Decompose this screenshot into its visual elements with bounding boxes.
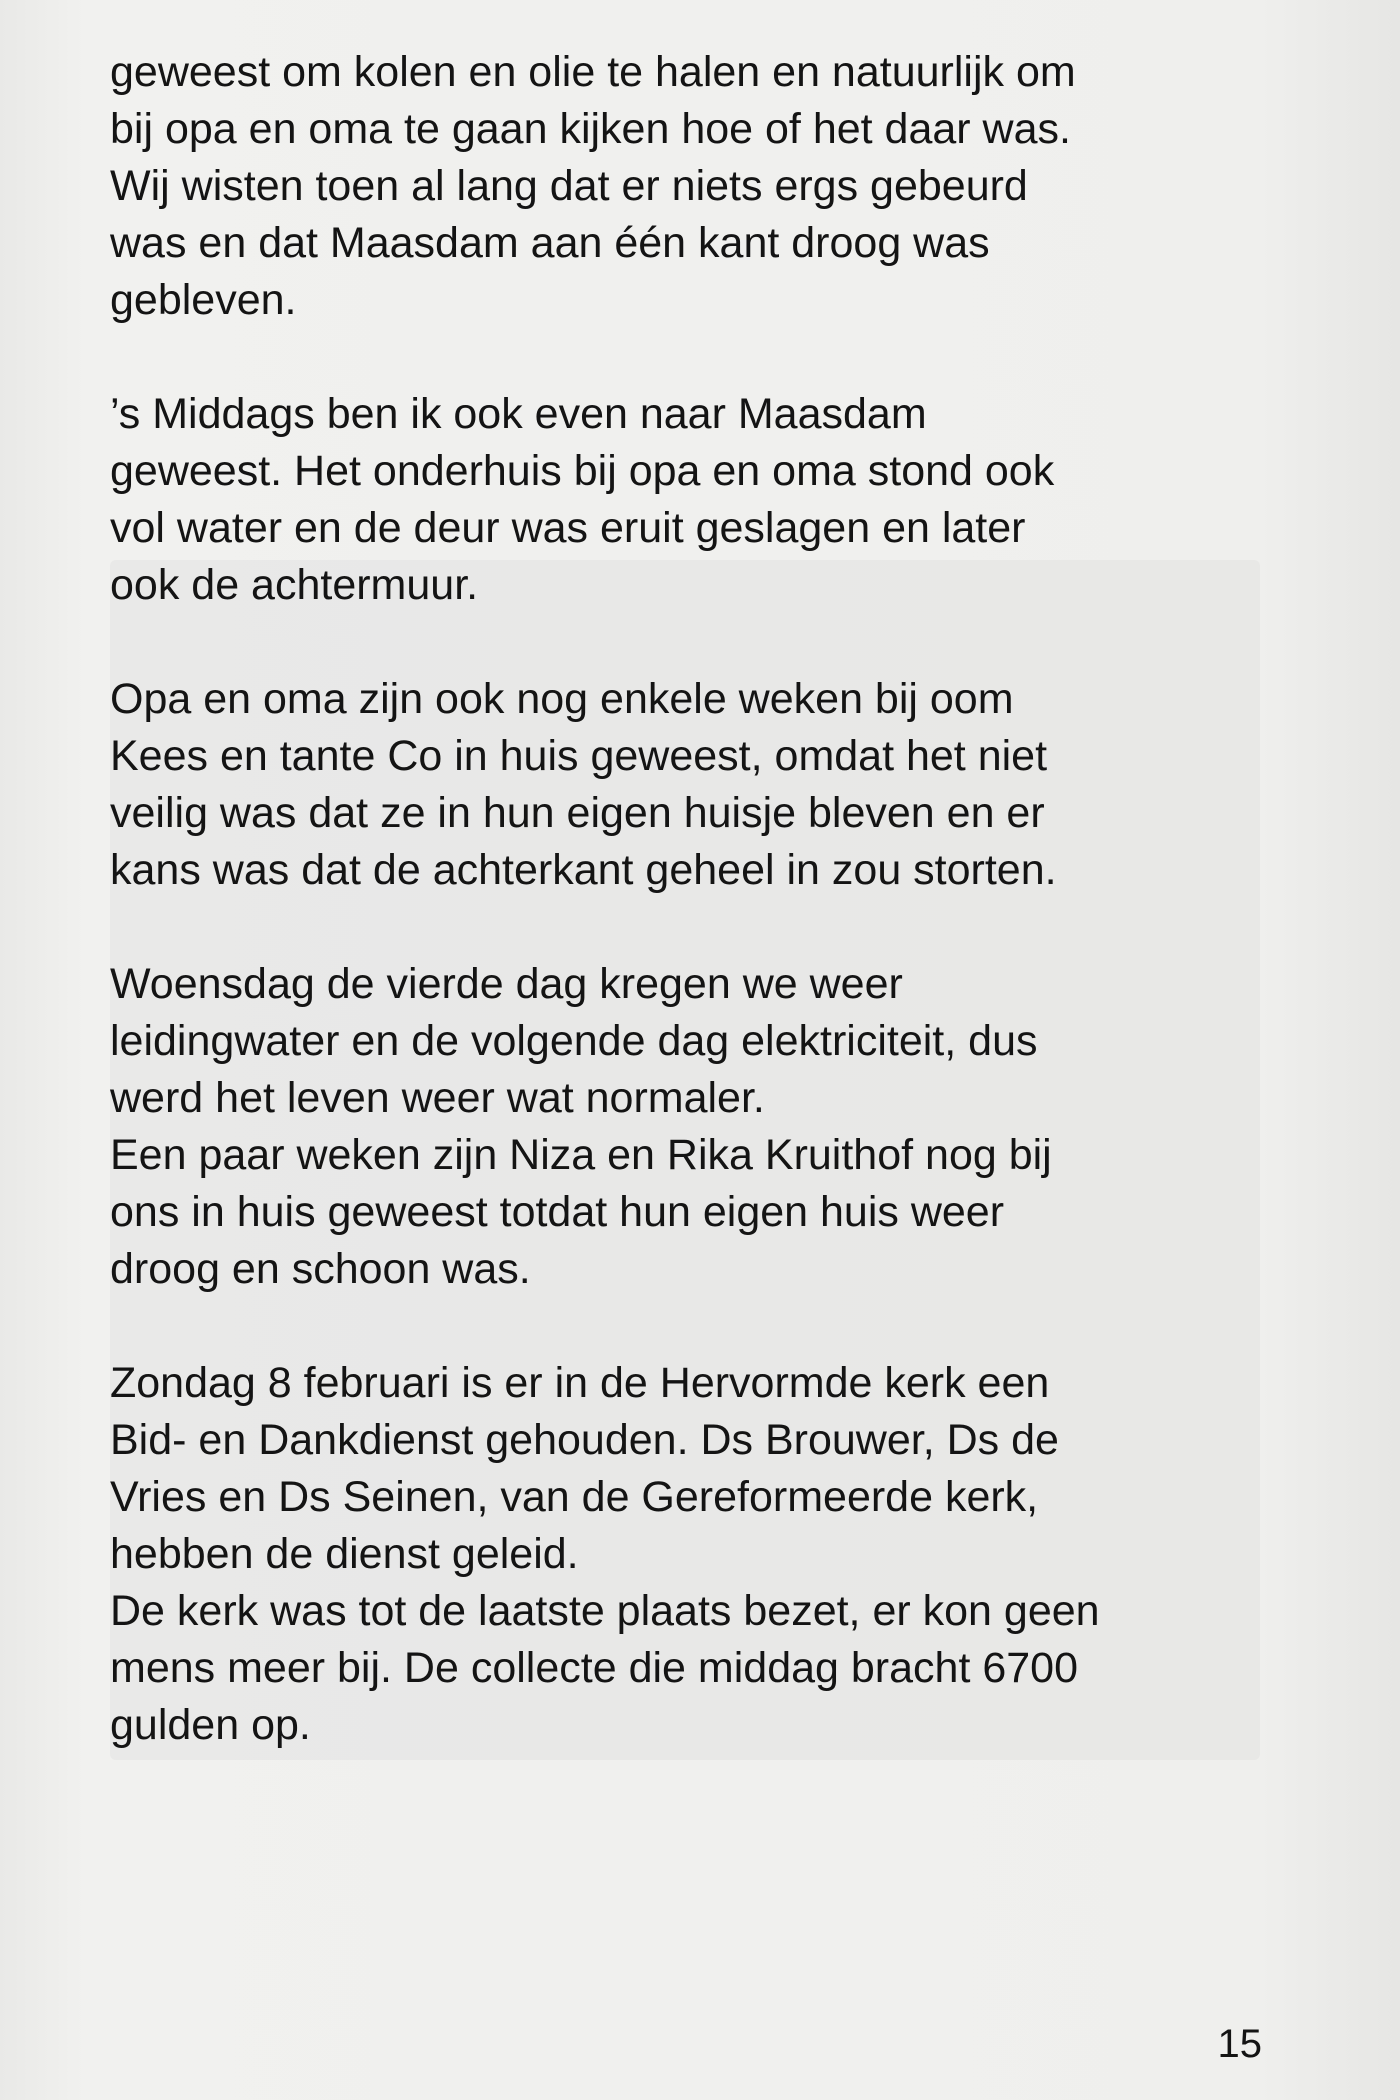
- body-text: [110, 44, 1290, 1754]
- text-line: gulden op.: [110, 1701, 311, 1749]
- text-line: ons in huis geweest totdat hun eigen huis weer: [110, 1188, 1005, 1236]
- text-line: werd het leven weer wat normaler.: [110, 1074, 765, 1122]
- text-line: Wij wisten toen al lang dat er niets ergs gebeurd: [110, 162, 1028, 210]
- paragraph: [110, 671, 1290, 899]
- text-line: Zondag 8 februari is er in de Hervormde kerk een: [110, 1359, 1050, 1407]
- text-line: Opa en oma zijn ook nog enkele weken bij oom: [110, 675, 1014, 723]
- paragraph: [110, 956, 1290, 1298]
- text-line: kans was dat de achterkant geheel in zou storten.: [110, 846, 1057, 894]
- paragraph: [110, 386, 1290, 614]
- text-line: Bid- en Dankdienst gehouden. Ds Brouwer, Ds de: [110, 1416, 1059, 1464]
- text-line: gebleven.: [110, 276, 297, 324]
- text-line: Woensdag de vierde dag kregen we weer: [110, 960, 903, 1008]
- text-line: vol water en de deur was eruit geslagen en later: [110, 504, 1026, 552]
- text-line: ’s Middags ben ik ook even naar Maasdam: [110, 390, 927, 438]
- text-line: De kerk was tot de laatste plaats bezet, er kon geen: [110, 1587, 1100, 1635]
- text-line: geweest. Het onderhuis bij opa en oma stond ook: [110, 447, 1055, 495]
- text-line: was en dat Maasdam aan één kant droog was: [110, 219, 990, 267]
- text-line: hebben de dienst geleid.: [110, 1530, 579, 1578]
- text-line: geweest om kolen en olie te halen en natuurlijk om: [110, 48, 1076, 96]
- text-line: Vries en Ds Seinen, van de Gereformeerde kerk,: [110, 1473, 1039, 1521]
- page-number: 15: [1217, 2022, 1262, 2066]
- text-line: Kees en tante Co in huis geweest, omdat het niet: [110, 732, 1048, 780]
- text-line: droog en schoon was.: [110, 1245, 531, 1293]
- text-line: bij opa en oma te gaan kijken hoe of het daar was.: [110, 105, 1071, 153]
- paragraph: [110, 1355, 1290, 1754]
- text-line: mens meer bij. De collecte die middag bracht 6700: [110, 1644, 1079, 1692]
- text-line: leidingwater en de volgende dag elektriciteit, dus: [110, 1017, 1038, 1065]
- paragraph: [110, 44, 1290, 329]
- text-line: Een paar weken zijn Niza en Rika Kruithof nog bij: [110, 1131, 1052, 1179]
- text-line: veilig was dat ze in hun eigen huisje bleven en er: [110, 789, 1045, 837]
- text-line: ook de achtermuur.: [110, 561, 479, 609]
